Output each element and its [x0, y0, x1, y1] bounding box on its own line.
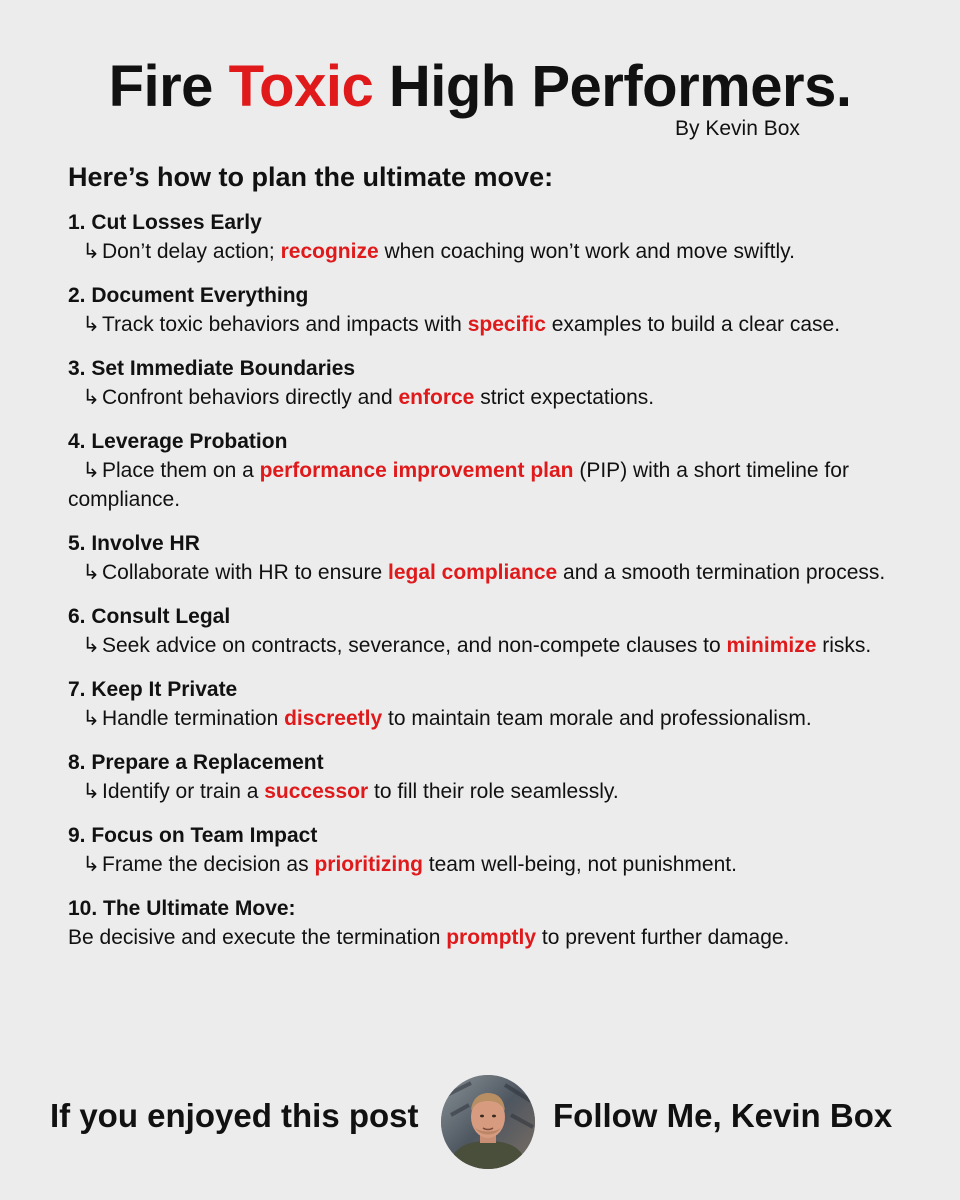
step-description: ↳Track toxic behaviors and impacts with specific examples to build a clear case.: [68, 310, 908, 339]
highlight-text: specific: [467, 313, 546, 336]
step-description: ↳Place them on a performance improvement plan (PIP) with a short timeline for compliance.: [68, 456, 908, 514]
step-description: ↳Confront behaviors directly and enforce strict expectations.: [68, 383, 908, 412]
highlight-text: successor: [264, 780, 369, 803]
step-title: 2. Document Everything: [68, 284, 309, 307]
sub-arrow-icon: ↳: [82, 386, 100, 409]
step-item: [68, 675, 908, 733]
intro-heading: Here’s how to plan the ultimate move:: [68, 162, 554, 192]
follow-cta-text: Follow Me, Kevin Box: [553, 1097, 893, 1134]
sub-arrow-icon: ↳: [82, 561, 100, 584]
highlight-text: performance improvement plan: [259, 459, 574, 482]
highlight-text: promptly: [446, 926, 537, 949]
highlight-text: enforce: [398, 386, 475, 409]
page-title: [0, 52, 960, 122]
step-item: [68, 529, 908, 587]
step-item: [68, 602, 908, 660]
step-title: 1. Cut Losses Early: [68, 211, 262, 234]
step-description: ↳Frame the decision as prioritizing team well-being, not punishment.: [68, 850, 908, 879]
step-title: 9. Focus on Team Impact: [68, 824, 318, 847]
step-item: [68, 281, 908, 339]
step-title: 8. Prepare a Replacement: [68, 751, 324, 774]
title-accent-word: Toxic: [228, 54, 374, 119]
sub-arrow-icon: ↳: [82, 240, 100, 263]
step-item: [68, 821, 908, 879]
title-text-end: High Performers.: [373, 54, 852, 119]
step-item: [68, 354, 908, 412]
sub-arrow-icon: ↳: [82, 707, 100, 730]
avatar-illustration: [441, 1075, 535, 1169]
step-title: 4. Leverage Probation: [68, 430, 288, 453]
sub-arrow-icon: ↳: [82, 853, 100, 876]
highlight-text: minimize: [726, 634, 817, 657]
step-description: ↳Identify or train a successor to fill their role seamlessly.: [68, 777, 908, 806]
step-item: [68, 208, 908, 266]
step-description: ↳Collaborate with HR to ensure legal compliance and a smooth termination process.: [68, 558, 908, 587]
footer-cta-text: If you enjoyed this post: [50, 1097, 419, 1134]
highlight-text: legal compliance: [387, 561, 558, 584]
title-text-start: Fire: [108, 54, 229, 119]
highlight-text: discreetly: [284, 707, 383, 730]
step-item: [68, 427, 908, 514]
author-byline: By Kevin Box: [675, 117, 800, 140]
highlight-text: prioritizing: [314, 853, 423, 876]
sub-arrow-icon: ↳: [82, 313, 100, 336]
step-description: Be decisive and execute the termination promptly to prevent further damage.: [68, 926, 790, 949]
step-description: ↳Seek advice on contracts, severance, and non-compete clauses to minimize risks.: [68, 631, 908, 660]
profile-photo-icon[interactable]: [441, 1075, 535, 1169]
step-description: ↳Don’t delay action; recognize when coaching won’t work and move swiftly.: [68, 237, 908, 266]
step-title: 5. Involve HR: [68, 532, 200, 555]
highlight-text: recognize: [280, 240, 379, 263]
step-item: [68, 894, 908, 952]
step-item: [68, 748, 908, 806]
step-title: 6. Consult Legal: [68, 605, 231, 628]
step-title: 7. Keep It Private: [68, 678, 238, 701]
steps-list: [68, 208, 908, 952]
step-title: 10. The Ultimate Move:: [68, 897, 296, 920]
sub-arrow-icon: ↳: [82, 634, 100, 657]
sub-arrow-icon: ↳: [82, 780, 100, 803]
step-description: ↳Handle termination discreetly to maintain team morale and professionalism.: [68, 704, 908, 733]
step-title: 3. Set Immediate Boundaries: [68, 357, 356, 380]
sub-arrow-icon: ↳: [82, 459, 100, 482]
